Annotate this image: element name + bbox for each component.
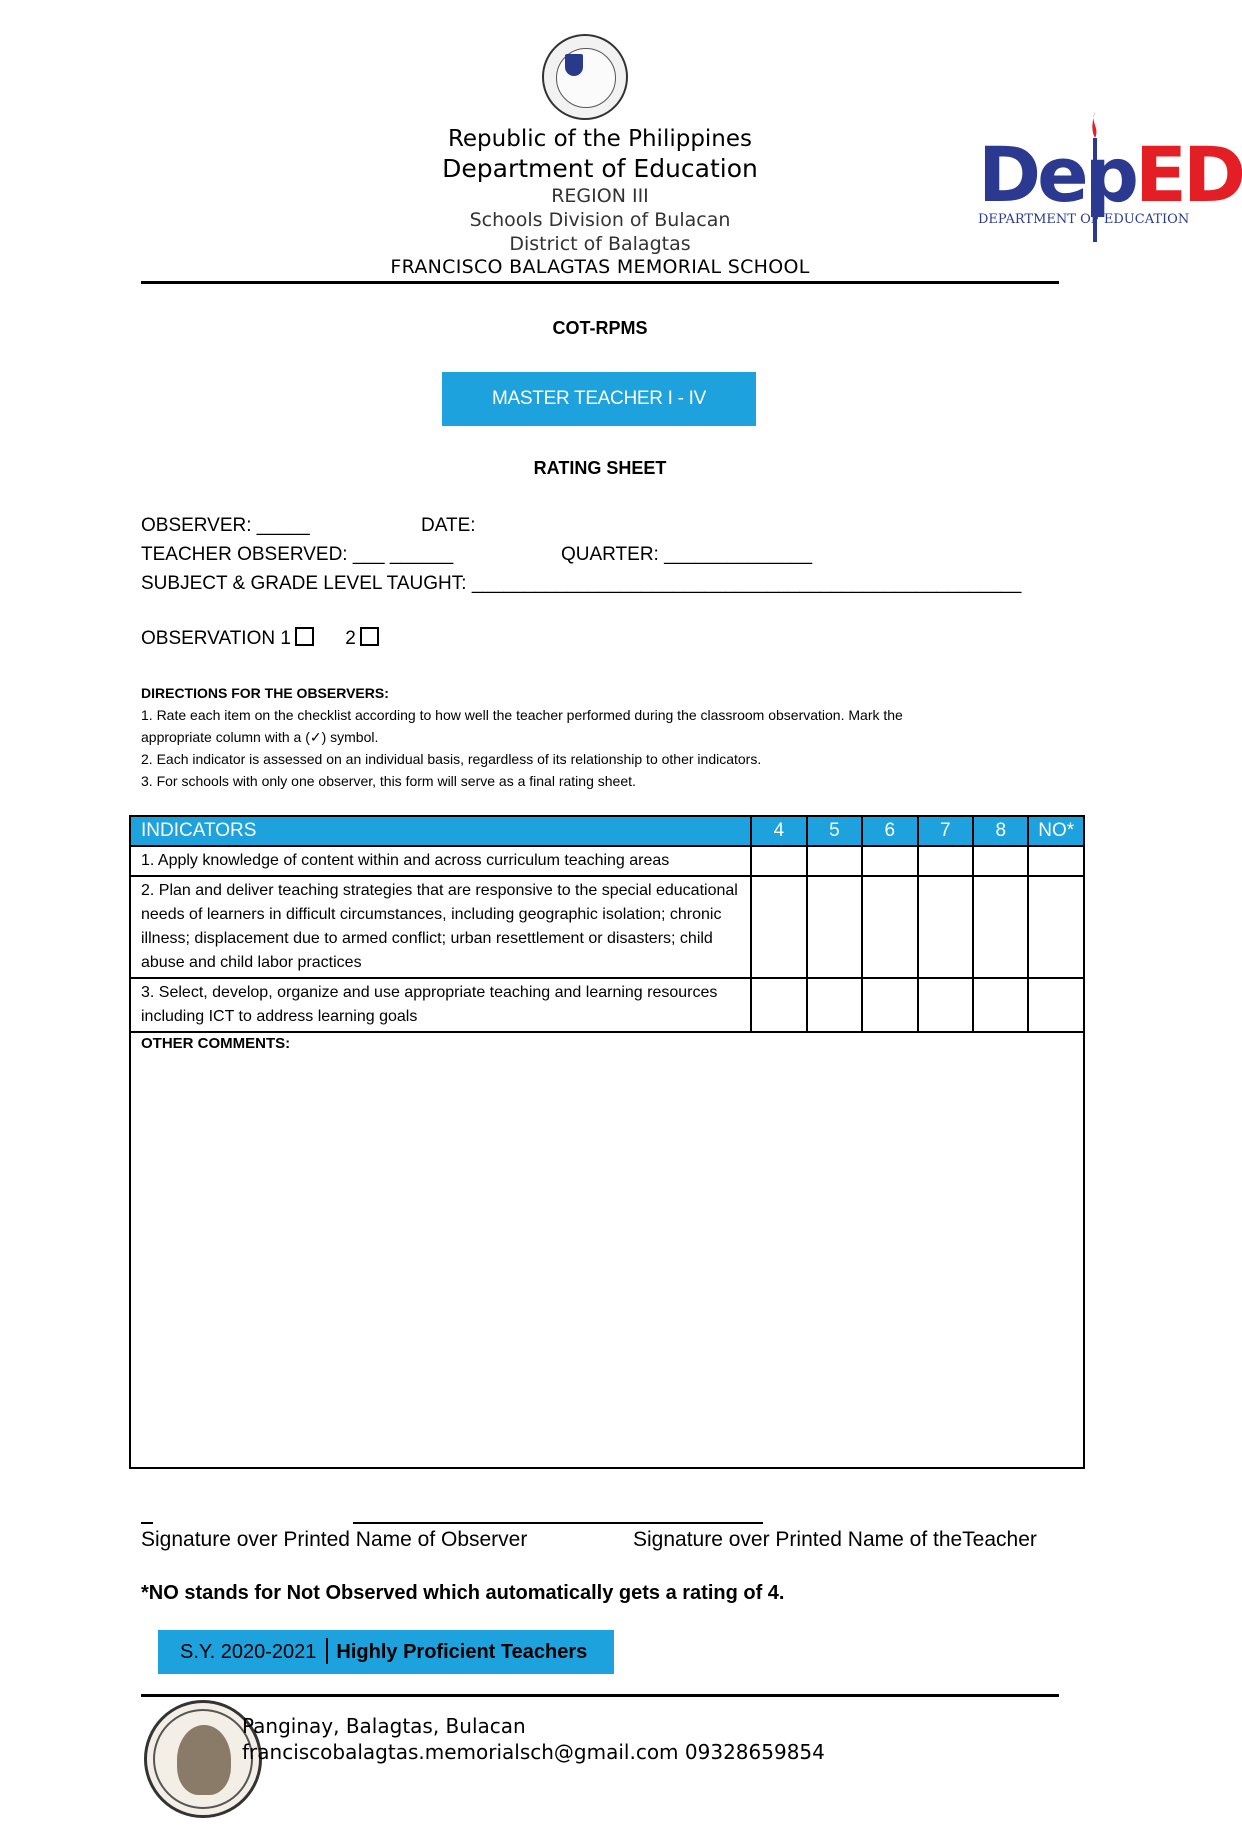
- table-header-row: [130, 816, 1084, 846]
- rating-cell[interactable]: [918, 846, 973, 876]
- rating-cell[interactable]: [918, 978, 973, 1032]
- rating-cell[interactable]: [862, 846, 917, 876]
- header-district: District of Balagtas: [509, 233, 691, 255]
- rating-cell[interactable]: [751, 876, 806, 978]
- form-subtitle: RATING SHEET: [533, 458, 667, 478]
- rating-cell[interactable]: [862, 978, 917, 1032]
- table-row: [130, 846, 1084, 876]
- form-title: COT-RPMS: [552, 318, 648, 338]
- indicators-table: [129, 815, 1085, 1469]
- deped-logo: [978, 112, 1242, 250]
- indicator-2: 2. Plan and deliver teaching strategies that are responsive to the special educational needs of learners in difficult circumstances, including geographic isolation; chronic illness; displacement due to armed conflict; urban resettlement or disasters; child abuse and child labor practices: [130, 876, 751, 978]
- rating-cell[interactable]: [918, 876, 973, 978]
- teacher-observed-field: TEACHER OBSERVED: ___ ______: [141, 544, 454, 565]
- teacher-signature-line: [353, 1522, 763, 1524]
- rating-cell[interactable]: [973, 846, 1028, 876]
- header-divider: [141, 281, 1059, 284]
- rating-cell[interactable]: [1028, 846, 1084, 876]
- school-seal-portrait: [177, 1725, 231, 1795]
- indicator-1: 1. Apply knowledge of content within and across curriculum teaching areas: [130, 846, 751, 876]
- note-prefix: *NO stands for: [141, 1582, 287, 1604]
- header-division: Schools Division of Bulacan: [469, 209, 731, 231]
- footer-contact: franciscobalagtas.memorialsch@gmail.com 09328659854: [242, 1740, 825, 1764]
- rating-cell[interactable]: [973, 876, 1028, 978]
- directions: [141, 682, 903, 792]
- rating-cell[interactable]: [973, 978, 1028, 1032]
- direction-1b: appropriate column with a (✓) symbol.: [141, 729, 379, 745]
- rating-cell[interactable]: [1028, 876, 1084, 978]
- rating-cell[interactable]: [807, 876, 862, 978]
- seal-shield-icon: [565, 54, 583, 76]
- directions-heading: DIRECTIONS FOR THE OBSERVERS:: [141, 685, 389, 701]
- deped-logo-text: DepED: [978, 130, 1242, 219]
- rating-cell[interactable]: [862, 876, 917, 978]
- footer-address: Panginay, Balagtas, Bulacan: [242, 1714, 526, 1738]
- rating-cell[interactable]: [807, 978, 862, 1032]
- note-suffix: which automatically gets a rating of 4.: [417, 1582, 785, 1604]
- col-header-8: 8: [973, 816, 1028, 846]
- deped-logo-subtext: DEPARTMENT OF EDUCATION: [978, 212, 1190, 227]
- table-row: [130, 978, 1084, 1032]
- rating-cell[interactable]: [1028, 978, 1084, 1032]
- observation-2-label: 2: [345, 628, 356, 649]
- subject-grade-field: SUBJECT & GRADE LEVEL TAUGHT: ____________________________________________________: [141, 573, 1022, 594]
- no-footnote: [141, 1582, 784, 1605]
- header-school-name: FRANCISCO BALAGTAS MEMORIAL SCHOOL: [390, 256, 810, 278]
- header-region: REGION III: [551, 185, 649, 207]
- observer-signature-line: [141, 1522, 153, 1524]
- sy-label: Highly Proficient Teachers: [336, 1641, 588, 1663]
- date-field: DATE:: [421, 515, 476, 536]
- direction-1a: 1. Rate each item on the checklist according to how well the teacher performed during the classroom observation. Mark the: [141, 707, 903, 723]
- comments-row: [130, 1032, 1084, 1468]
- direction-3: 3. For schools with only one observer, this form will serve as a final rating sheet.: [141, 773, 636, 789]
- indicator-3: 3. Select, develop, organize and use appropriate teaching and learning resources including ICT to address learning goals: [130, 978, 751, 1032]
- col-header-no: NO*: [1028, 816, 1084, 846]
- teacher-signature-label: Signature over Printed Name of theTeacher: [633, 1528, 1037, 1551]
- table-row: [130, 876, 1084, 978]
- col-header-6: 6: [862, 816, 917, 846]
- footer-divider: [141, 1694, 1059, 1697]
- note-bold: Not Observed: [286, 1582, 418, 1604]
- rating-cell[interactable]: [751, 846, 806, 876]
- quarter-field: QUARTER: ______________: [561, 544, 813, 565]
- observation-1-checkbox[interactable]: [295, 627, 314, 646]
- school-year: S.Y. 2020-2021: [180, 1641, 317, 1663]
- other-comments-cell[interactable]: [130, 1032, 1084, 1468]
- col-header-7: 7: [918, 816, 973, 846]
- header-republic: Republic of the Philippines: [447, 126, 753, 152]
- observation-label: OBSERVATION 1: [141, 628, 291, 649]
- rating-cell[interactable]: [807, 846, 862, 876]
- observer-signature-label: Signature over Printed Name of Observer: [141, 1528, 528, 1551]
- deped-seal: [542, 34, 628, 120]
- sy-separator: [326, 1638, 328, 1664]
- observation-row: [141, 628, 379, 650]
- col-header-4: 4: [751, 816, 806, 846]
- school-year-bar: [158, 1630, 614, 1674]
- rating-cell[interactable]: [751, 978, 806, 1032]
- col-header-5: 5: [807, 816, 862, 846]
- position-badge: MASTER TEACHER I - IV: [442, 372, 756, 426]
- other-comments-label: OTHER COMMENTS:: [141, 1035, 291, 1052]
- observer-field: OBSERVER: _____: [141, 515, 310, 536]
- indicators-header: INDICATORS: [130, 816, 751, 846]
- direction-2: 2. Each indicator is assessed on an individual basis, regardless of its relationship to other indicators.: [141, 751, 762, 767]
- observation-2-checkbox[interactable]: [360, 627, 379, 646]
- header-department: Department of Education: [442, 154, 758, 183]
